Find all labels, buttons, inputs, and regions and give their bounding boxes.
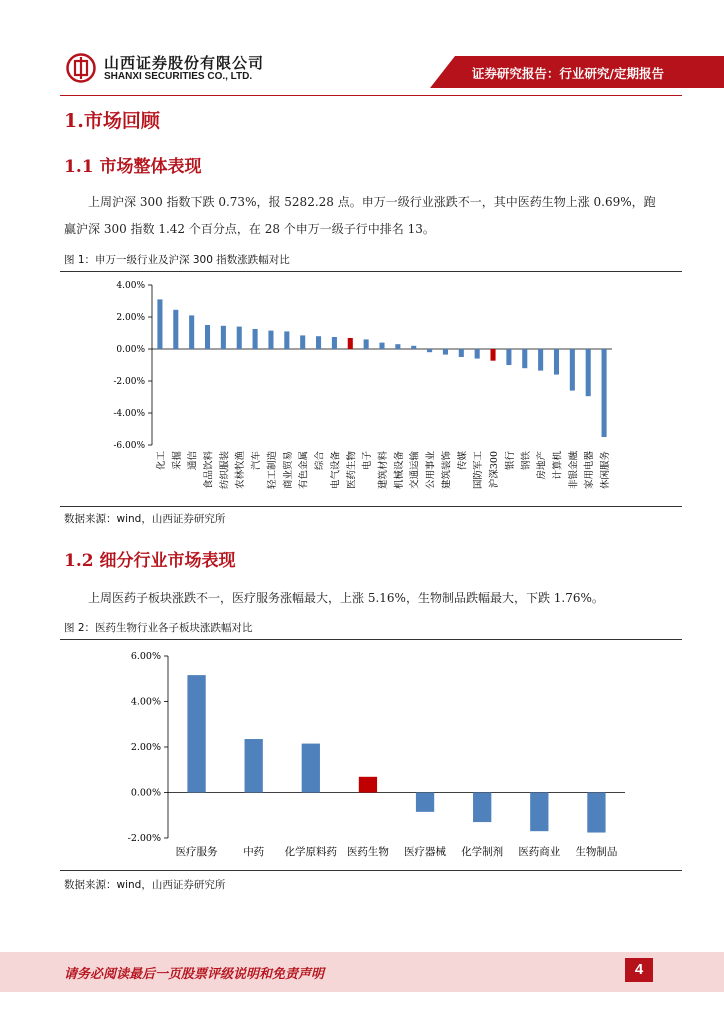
paragraph-sub-industry: 上周医药子板块涨跌不一，医疗服务涨幅最大，上涨 5.16%，生物制品跌幅最大，下跌 1.76%。 (88, 591, 604, 605)
page-header (0, 0, 724, 100)
figure2-title: 图 2：医药生物行业各子板块涨跌幅对比 (64, 622, 253, 634)
bar-中药 (245, 739, 263, 792)
x-category-label: 医药生物 (346, 846, 389, 858)
figure1-source: 数据来源：wind，山西证券研究所 (64, 513, 226, 525)
y-tick-label: -2.00% (127, 833, 161, 844)
bar-银行 (506, 349, 511, 365)
header-rule (60, 95, 682, 96)
x-category-label: 电子 (362, 451, 374, 471)
x-category-label: 中药 (243, 846, 265, 858)
bar-家用电器 (586, 349, 591, 396)
x-category-label: 沪深300 (489, 451, 501, 489)
x-category-label: 商业贸易 (282, 451, 294, 490)
bar-房地产 (538, 349, 543, 371)
x-category-label: 计算机 (552, 451, 564, 480)
x-category-label: 休闲服务 (600, 451, 612, 490)
x-category-label: 电气设备 (330, 451, 342, 490)
company-name-cn: 山西证券股份有限公司 (104, 54, 265, 72)
x-category-label: 化学原料药 (284, 846, 338, 858)
x-category-label: 化工 (155, 451, 167, 471)
x-category-label: 非银金融 (568, 451, 580, 490)
bar-化学制剂 (473, 793, 491, 823)
x-category-label: 通信 (187, 451, 199, 471)
x-category-label: 综合 (314, 451, 326, 471)
bar-商业贸易 (284, 331, 289, 349)
x-category-label: 医药生物 (346, 451, 358, 490)
section-title-market-review: 1.市场回顾 (64, 110, 160, 132)
section-title-sub-industry: 1.2 细分行业市场表现 (64, 551, 236, 571)
bar-汽车 (253, 329, 258, 349)
x-category-label: 采掘 (171, 451, 183, 471)
bar-采掘 (173, 310, 178, 349)
x-category-label: 建筑装饰 (441, 451, 453, 490)
x-category-label: 建筑材料 (378, 451, 389, 490)
figure1-top-rule (60, 271, 682, 272)
x-category-label: 纺织服装 (219, 451, 231, 490)
y-tick-label: -4.00% (113, 409, 145, 419)
x-category-label: 医药商业 (518, 846, 561, 858)
y-tick-label: 6.00% (130, 651, 161, 662)
y-tick-label: 2.00% (130, 742, 161, 753)
figure2-source: 数据来源：wind，山西证券研究所 (64, 879, 226, 891)
bar-生物制品 (587, 793, 605, 833)
footer-disclaimer: 请务必阅读最后一页股票评级说明和免责声明 (64, 967, 325, 982)
bar-机械设备 (395, 344, 400, 349)
x-category-label: 公用事业 (425, 451, 437, 490)
bar-沪深300 (490, 349, 495, 361)
bar-化工 (157, 299, 162, 349)
y-tick-label: -6.00% (113, 441, 145, 451)
x-category-label: 生物制品 (575, 846, 618, 858)
x-category-label: 有色金属 (298, 451, 310, 490)
figure1-title: 图 1：申万一级行业及沪深 300 指数涨跌幅对比 (64, 254, 290, 266)
x-category-label: 医疗服务 (175, 846, 218, 858)
x-category-label: 食品饮料 (203, 451, 215, 490)
x-category-label: 医疗器械 (404, 846, 447, 858)
bar-农林牧渔 (237, 327, 242, 349)
x-category-label: 传媒 (457, 451, 469, 471)
bar-轻工制造 (268, 331, 273, 349)
bar-公用事业 (427, 349, 432, 352)
x-category-label: 农林牧渔 (235, 451, 247, 490)
x-category-label: 房地产 (536, 451, 548, 480)
chart-industry-returns (60, 275, 660, 505)
bar-综合 (316, 336, 321, 349)
bar-医药生物 (359, 777, 377, 793)
bar-传媒 (459, 349, 464, 357)
bar-非银金融 (570, 349, 575, 391)
x-category-label: 轻工制造 (266, 451, 278, 490)
figure2-top-rule (60, 639, 682, 640)
y-tick-label: 4.00% (130, 696, 161, 708)
page-number: 4 (625, 958, 653, 982)
bar-医药生物 (348, 338, 353, 349)
report-type: 证券研究报告：行业研究/定期报告 (471, 66, 664, 81)
figure2-bottom-rule (60, 870, 682, 871)
y-tick-label: 2.00% (116, 313, 145, 323)
x-category-label: 银行 (504, 451, 516, 471)
section-title-overall: 1.1 市场整体表现 (64, 157, 202, 177)
bar-建筑装饰 (443, 349, 448, 355)
bar-纺织服装 (221, 326, 226, 349)
x-category-label: 国防军工 (473, 451, 485, 490)
y-tick-label: 0.00% (116, 345, 145, 355)
bar-休闲服务 (602, 349, 607, 437)
bar-化学原料药 (302, 744, 320, 793)
paragraph-overall: 上周沪深 300 指数下跌 0.73%，报 5282.28 点。申万一级行业涨跌不一，其中医药生物上涨 0.69%，跑赢沪深 300 指数 1.42 个百分点，在 28 个申万一级子行中排名 13。 (64, 195, 656, 236)
y-tick-label: 0.00% (130, 787, 161, 799)
x-category-label: 交通运输 (409, 451, 421, 490)
x-category-label: 家用电器 (584, 451, 596, 490)
bar-医疗服务 (187, 675, 205, 792)
x-category-label: 机械设备 (393, 451, 405, 490)
bar-有色金属 (300, 335, 305, 349)
x-category-label: 钢铁 (520, 451, 532, 471)
bar-计算机 (554, 349, 559, 375)
x-category-label: 化学制剂 (461, 846, 504, 858)
y-tick-label: 4.00% (116, 281, 145, 291)
x-category-label: 汽车 (251, 451, 263, 471)
bar-通信 (189, 315, 194, 349)
bar-交通运输 (411, 346, 416, 349)
bar-建筑材料 (379, 343, 384, 349)
bar-医药商业 (530, 793, 548, 832)
y-tick-label: -2.00% (113, 377, 145, 387)
bar-食品饮料 (205, 325, 210, 349)
figure1-bottom-rule (60, 506, 682, 507)
bar-钢铁 (522, 349, 527, 368)
bar-电子 (364, 339, 369, 349)
chart-sub-industry-returns (60, 643, 660, 868)
bar-医疗器械 (416, 793, 434, 812)
bar-国防军工 (475, 349, 480, 359)
bar-电气设备 (332, 337, 337, 349)
company-name-en: SHANXI SECURITIES CO., LTD. (104, 71, 253, 82)
